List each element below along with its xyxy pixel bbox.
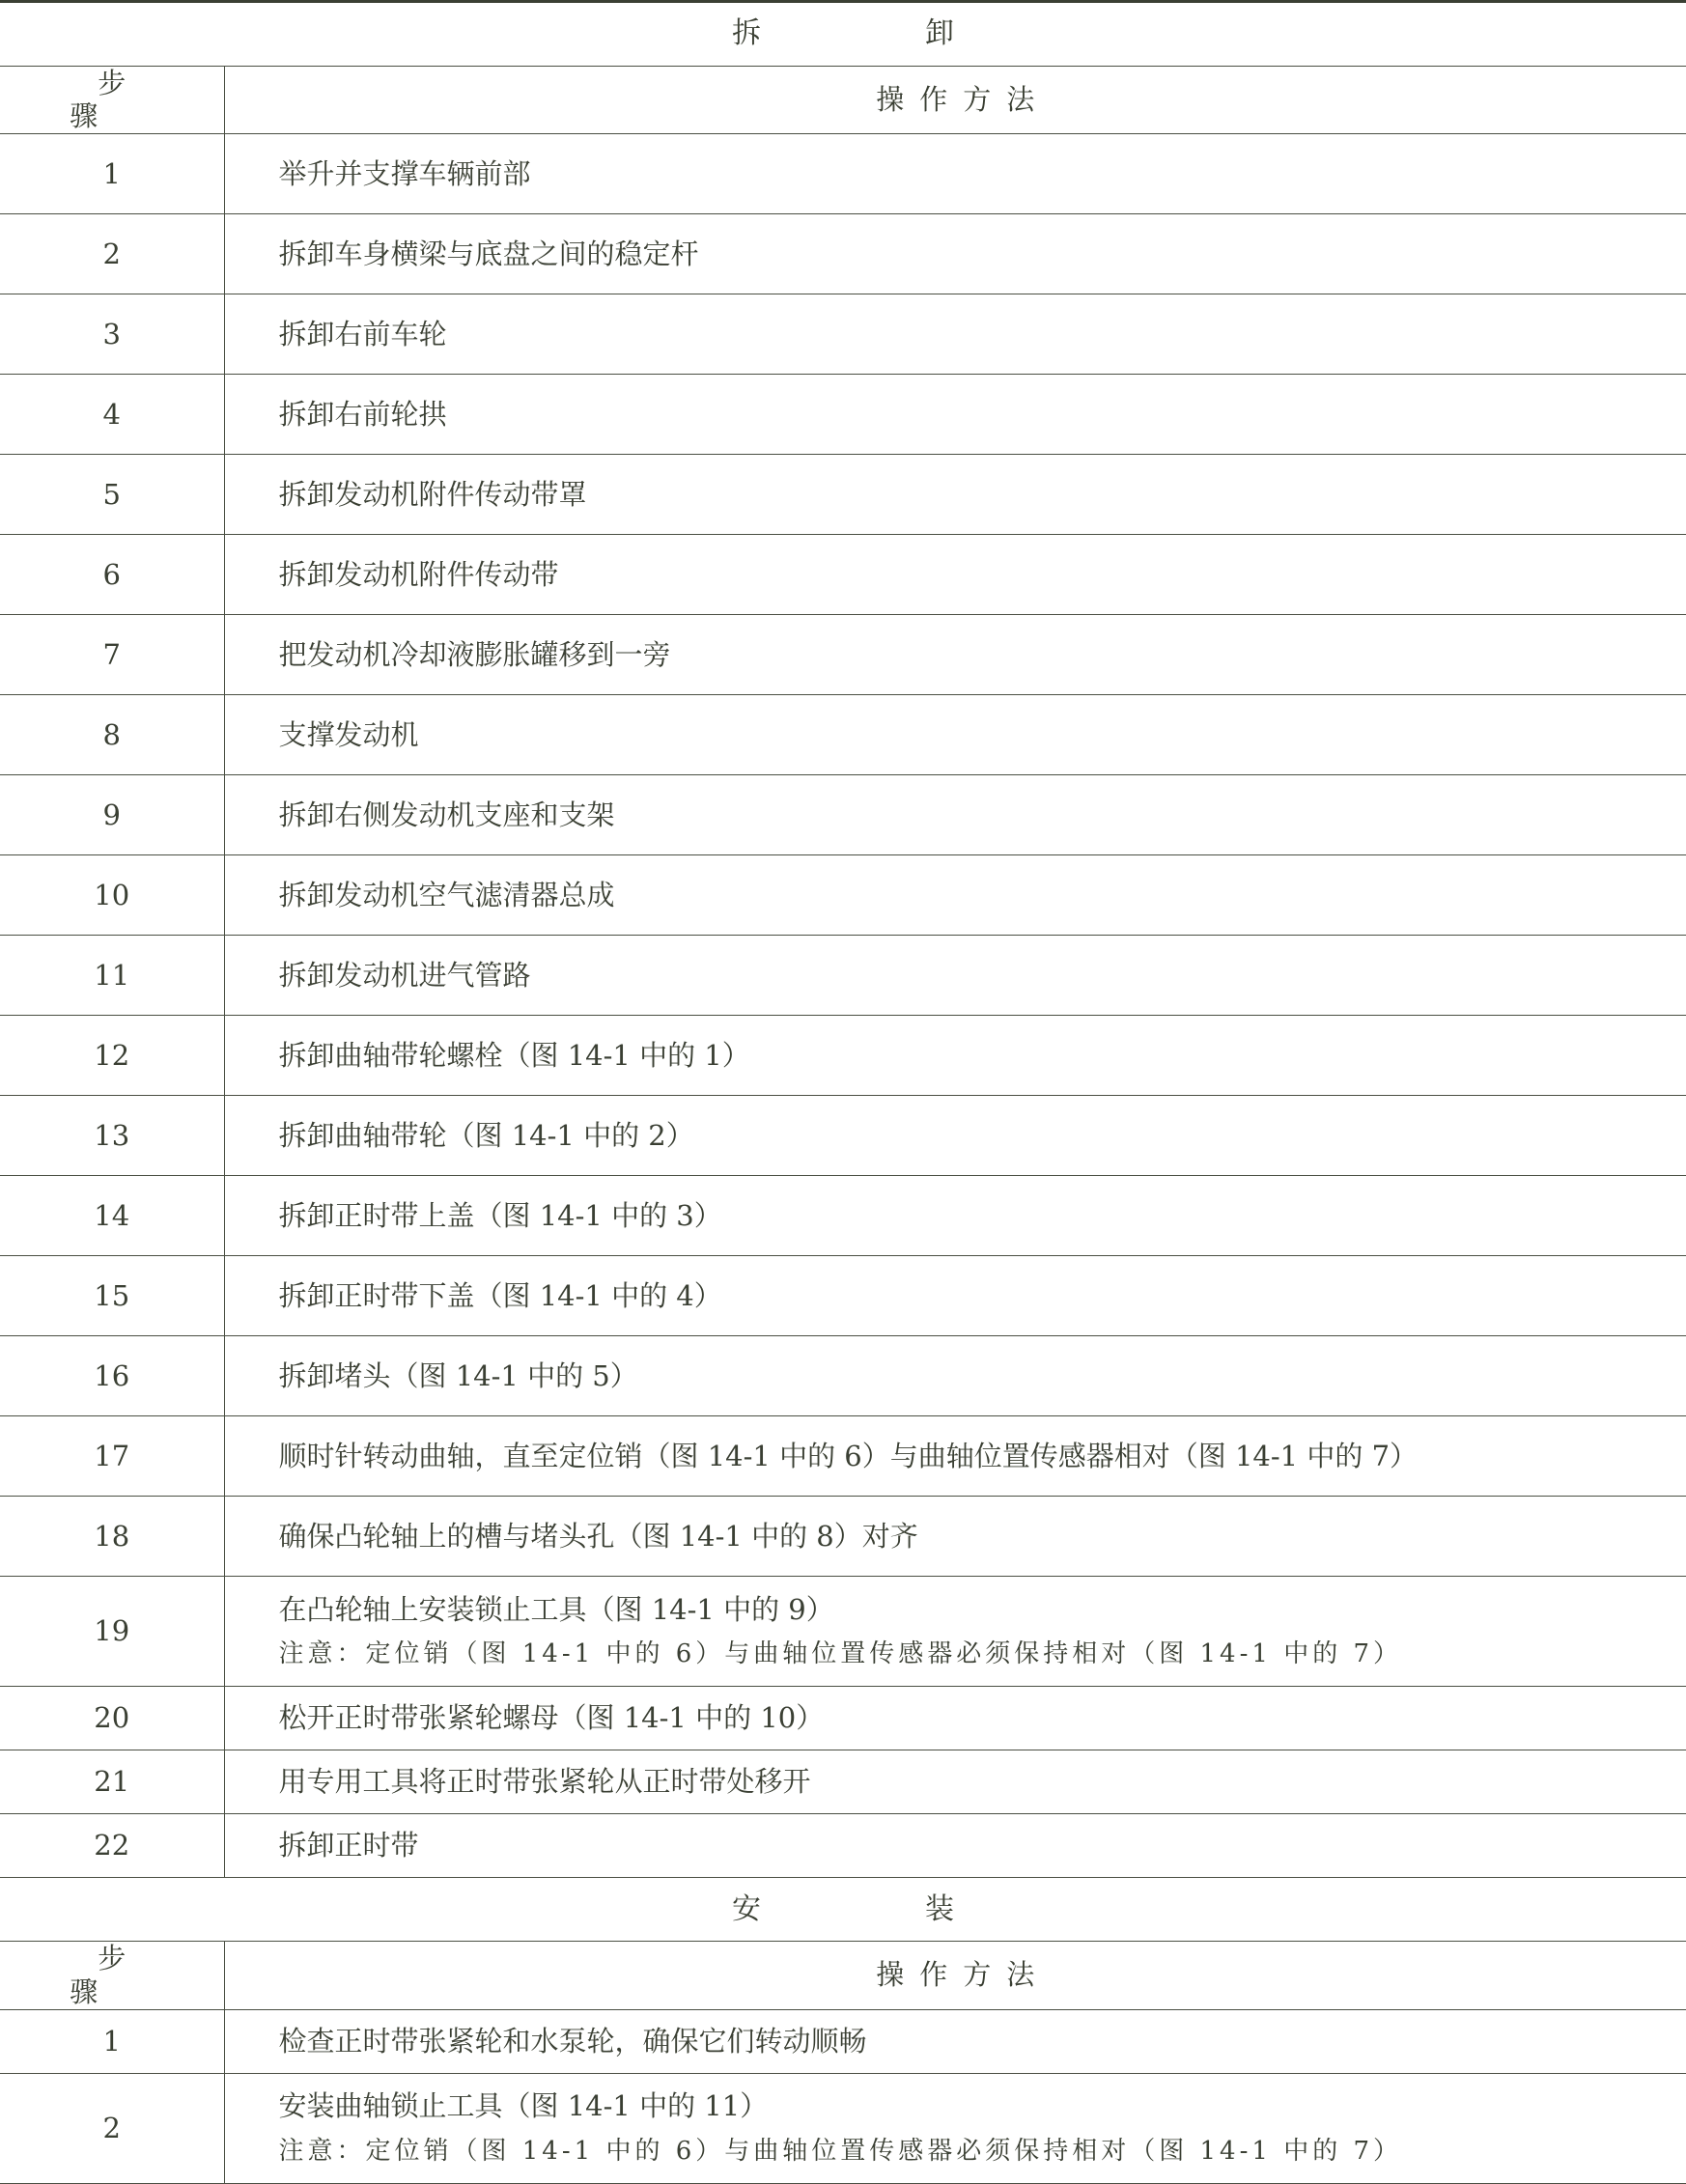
step-text: 拆卸正时带 [224,1814,1686,1878]
table-row [0,1577,1686,1687]
step-number: 15 [0,1256,224,1336]
step-number: 14 [0,1176,224,1256]
step-number: 17 [0,1416,224,1497]
step-note: 注意：定位销（图 14-1 中的 6）与曲轴位置传感器必须保持相对（图 14-1 中的 7） [279,2137,1686,2167]
step-text: 松开正时带张紧轮螺母（图 14-1 中的 10） [224,1687,1686,1750]
table-row [0,1336,1686,1416]
column-header-method: 操作方法 [224,66,1686,134]
table-row [0,1814,1686,1878]
step-text: 安装曲轴锁止工具（图 14-1 中的 11） [279,2089,1686,2123]
section-row-installation [0,1878,1686,1942]
column-header-step: 步骤 [0,1942,224,2010]
table-row [0,2073,1686,2183]
table-row [0,855,1686,936]
table-row [0,134,1686,214]
table-row [0,936,1686,1016]
section-title-installation: 安 装 [0,1878,1686,1942]
step-text: 举升并支撑车辆前部 [224,134,1686,214]
step-number: 1 [0,134,224,214]
step-text: 检查正时带张紧轮和水泵轮，确保它们转动顺畅 [224,2009,1686,2073]
step-number: 2 [0,2073,224,2183]
step-text: 拆卸右前轮拱 [224,375,1686,455]
table-row [0,214,1686,294]
table-row [0,294,1686,375]
step-text: 拆卸右侧发动机支座和支架 [224,775,1686,855]
table-row [0,535,1686,615]
step-number: 16 [0,1336,224,1416]
step-text: 拆卸正时带上盖（图 14-1 中的 3） [224,1176,1686,1256]
table-row [0,1416,1686,1497]
section-row-removal [0,2,1686,66]
step-text: 拆卸车身横梁与底盘之间的稳定杆 [224,214,1686,294]
column-header-step: 步骤 [0,66,224,134]
table-row [0,1096,1686,1176]
step-number: 9 [0,775,224,855]
step-text: 用专用工具将正时带张紧轮从正时带处移开 [224,1750,1686,1814]
step-number: 13 [0,1096,224,1176]
table-row [0,1176,1686,1256]
table-row [0,1687,1686,1750]
step-cell [224,1577,1686,1687]
step-number: 20 [0,1687,224,1750]
table-row [0,2009,1686,2073]
step-number: 7 [0,615,224,695]
step-number: 11 [0,936,224,1016]
step-text: 拆卸曲轴带轮螺栓（图 14-1 中的 1） [224,1016,1686,1096]
step-number: 1 [0,2009,224,2073]
step-number: 19 [0,1577,224,1687]
table-row [0,1497,1686,1577]
step-number: 22 [0,1814,224,1878]
step-number: 3 [0,294,224,375]
step-text: 拆卸发动机附件传动带罩 [224,455,1686,535]
step-text: 拆卸曲轴带轮（图 14-1 中的 2） [224,1096,1686,1176]
step-number: 21 [0,1750,224,1814]
step-number: 4 [0,375,224,455]
table-row [0,695,1686,775]
step-number: 6 [0,535,224,615]
step-text: 顺时针转动曲轴，直至定位销（图 14-1 中的 6）与曲轴位置传感器相对（图 14-1 中的 7） [224,1416,1686,1497]
step-number: 12 [0,1016,224,1096]
step-text: 拆卸发动机进气管路 [224,936,1686,1016]
table-row [0,1750,1686,1814]
step-text: 拆卸正时带下盖（图 14-1 中的 4） [224,1256,1686,1336]
section-title-removal: 拆 卸 [0,2,1686,66]
step-text: 拆卸堵头（图 14-1 中的 5） [224,1336,1686,1416]
procedure-table [0,2,1686,2184]
table-row [0,1256,1686,1336]
step-number: 5 [0,455,224,535]
step-number: 2 [0,214,224,294]
table-row [0,455,1686,535]
step-note: 注意：定位销（图 14-1 中的 6）与曲轴位置传感器必须保持相对（图 14-1 中的 7） [279,1639,1686,1669]
step-text: 确保凸轮轴上的槽与堵头孔（图 14-1 中的 8）对齐 [224,1497,1686,1577]
step-number: 10 [0,855,224,936]
step-text: 在凸轮轴上安装锁止工具（图 14-1 中的 9） [279,1593,1686,1627]
table-row [0,375,1686,455]
step-text: 拆卸发动机空气滤清器总成 [224,855,1686,936]
column-header-method: 操作方法 [224,1942,1686,2010]
step-text: 拆卸右前车轮 [224,294,1686,375]
header-row-removal [0,66,1686,134]
header-row-installation [0,1942,1686,2010]
step-text: 把发动机冷却液膨胀罐移到一旁 [224,615,1686,695]
step-number: 18 [0,1497,224,1577]
step-cell [224,2073,1686,2183]
step-text: 拆卸发动机附件传动带 [224,535,1686,615]
step-number: 8 [0,695,224,775]
step-text: 支撑发动机 [224,695,1686,775]
table-row [0,775,1686,855]
table-row [0,615,1686,695]
table-row [0,1016,1686,1096]
